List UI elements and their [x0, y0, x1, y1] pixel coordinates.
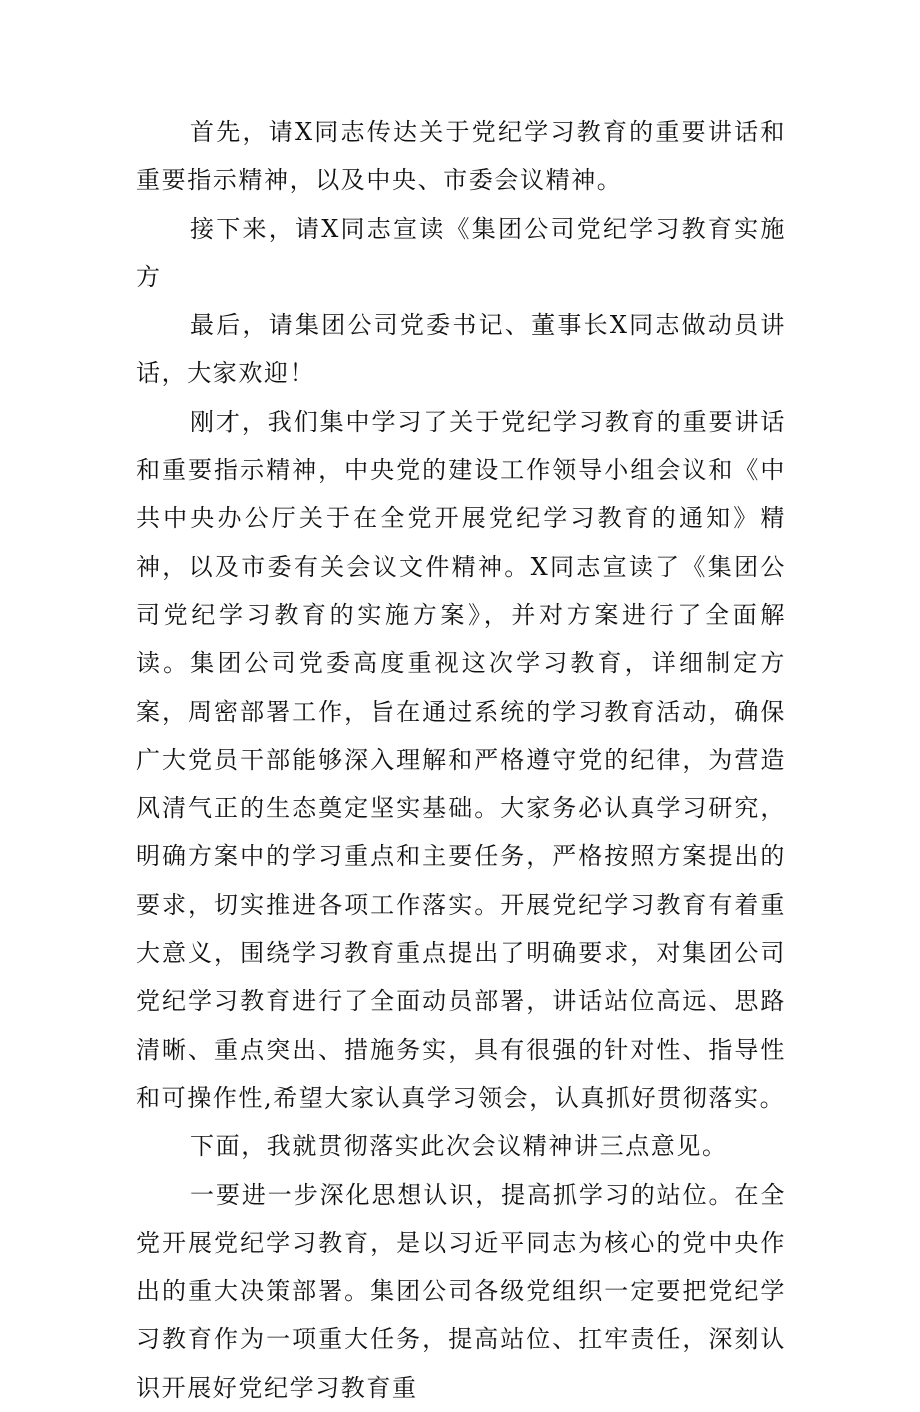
paragraph-opening-last: 最后，请集团公司党委书记、董事长X同志做动员讲话，大家欢迎！ [136, 311, 786, 388]
paragraph-opening-first: 首先，请X同志传达关于党纪学习教育的重要讲话和重要指示精神，以及中央、市委会议精神。 [136, 118, 786, 195]
paragraph-opening-next: 接下来，请X同志宣读《集团公司党纪学习教育实施方 [136, 214, 786, 291]
paragraph-transition: 下面，我就贯彻落实此次会议精神讲三点意见。 [190, 1132, 728, 1161]
paragraph-point-one: 一要进一步深化思想认识，提高抓学习的站位。在全党开展党纪学习教育，是以习近平同志为核心的党中央作出的重大决策部署。集团公司各级党组织一定要把党纪学习教育作为一项重大任务，提高站位、扛牢责任，深刻认识开展好党纪学习教育重 [136, 1180, 786, 1402]
document-body [136, 108, 786, 1412]
paragraph-summary: 刚才，我们集中学习了关于党纪学习教育的重要讲话和重要指示精神，中央党的建设工作领导小组会议和《中共中央办公厅关于在全党开展党纪学习教育的通知》精神，以及市委有关会议文件精神。X同志宣读了《集团公司党纪学习教育的实施方案》，并对方案进行了全面解读。集团公司党委高度重视这次学习教育，详细制定方案，周密部署工作，旨在通过系统的学习教育活动，确保广大党员干部能够深入理解和严格遵守党的纪律，为营造风清气正的生态奠定坚实基础。大家务必认真学习研究，明确方案中的学习重点和主要任务，严格按照方案提出的要求，切实推进各项工作落实。开展党纪学习教育有着重大意义，围绕学习教育重点提出了明确要求，对集团公司党纪学习教育进行了全面动员部署，讲话站位高远、思路清晰、重点突出、措施务实，具有很强的针对性、指导性和可操作性,希望大家认真学习领会，认真抓好贯彻落实。 [136, 407, 786, 1112]
